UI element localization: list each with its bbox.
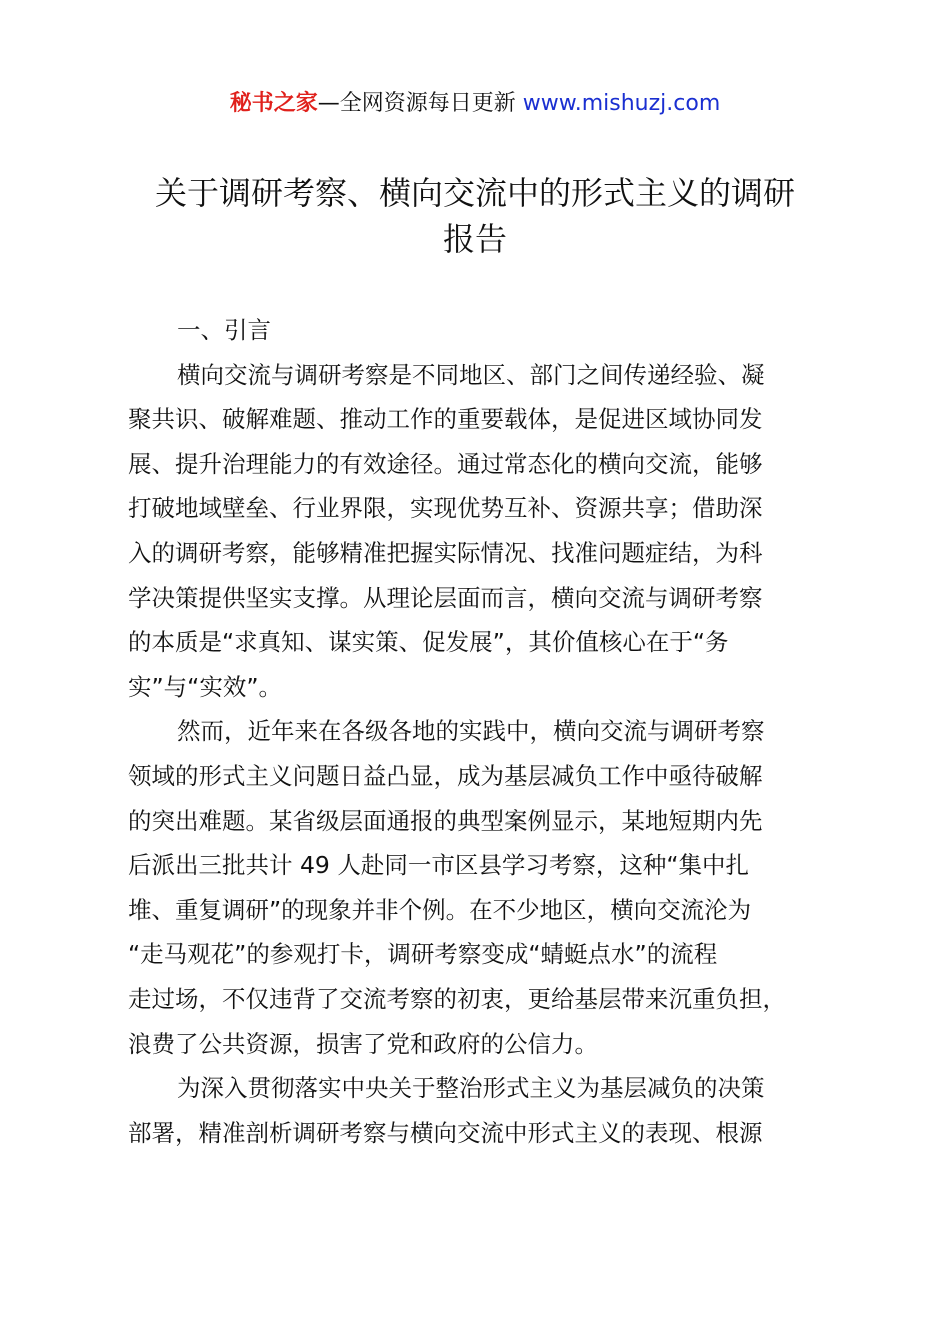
paragraph-line: 聚共识、破解难题、推动工作的重要载体，是促进区域协同发 (128, 405, 763, 434)
paragraph-line: “走马观花”的参观打卡，调研考察变成“蜻蜓点水”的流程 (128, 940, 718, 969)
paragraph-line: 领域的形式主义问题日益凸显，成为基层减负工作中亟待破解 (128, 761, 763, 790)
site-brand: 秘书之家 (229, 91, 318, 116)
site-slogan: —全网资源每日更新 (317, 91, 523, 116)
paragraph-line: 为深入贯彻落实中央关于整治形式主义为基层减负的决策 (177, 1074, 765, 1103)
document-body (128, 308, 852, 1155)
document-title (100, 170, 850, 262)
paragraph-line: 走过场，不仅违背了交流考察的初衷，更给基层带来沉重负担， (128, 984, 786, 1013)
paragraph-intro-1 (128, 353, 852, 710)
title-line: 关于调研考察、横向交流中的形式主义的调研 (154, 174, 795, 212)
paragraph-line: 部署，精准剖析调研考察与横向交流中形式主义的表现、根源 (128, 1118, 763, 1147)
paragraph-line: 横向交流与调研考察是不同地区、部门之间传递经验、凝 (177, 360, 765, 389)
paragraph-intro-3 (128, 1066, 852, 1155)
paragraph-line: 入的调研考察，能够精准把握实际情况、找准问题症结，为科 (128, 538, 763, 567)
paragraph-line: 实”与“实效”。 (128, 672, 283, 701)
paragraph-line: 展、提升治理能力的有效途径。通过常态化的横向交流，能够 (128, 449, 763, 478)
paragraph-line: 然而，近年来在各级各地的实践中，横向交流与调研考察 (177, 717, 765, 746)
paragraph-intro-2 (128, 709, 852, 1066)
paragraph-line: 的本质是“求真知、谋实策、促发展”，其价值核心在于“务 (128, 628, 729, 657)
paragraph-line: 浪费了公共资源，损害了党和政府的公信力。 (128, 1029, 598, 1058)
paragraph-line: 后派出三批共计 49 人赴同一市区县学习考察，这种“集中扎 (128, 851, 750, 880)
site-header (0, 88, 950, 120)
title-line: 报告 (442, 220, 507, 258)
paragraph-line: 堆、重复调研”的现象并非个例。在不少地区，横向交流沦为 (128, 895, 752, 924)
paragraph-line: 学决策提供坚实支撑。从理论层面而言，横向交流与调研考察 (128, 583, 763, 612)
paragraph-line: 打破地域壁垒、行业界限，实现优势互补、资源共享；借助深 (128, 494, 763, 523)
section-heading: 一、引言 (177, 316, 271, 344)
site-url-link[interactable]: www.mishuzj.com (522, 91, 721, 116)
paragraph-line: 的突出难题。某省级层面通报的典型案例显示，某地短期内先 (128, 806, 763, 835)
